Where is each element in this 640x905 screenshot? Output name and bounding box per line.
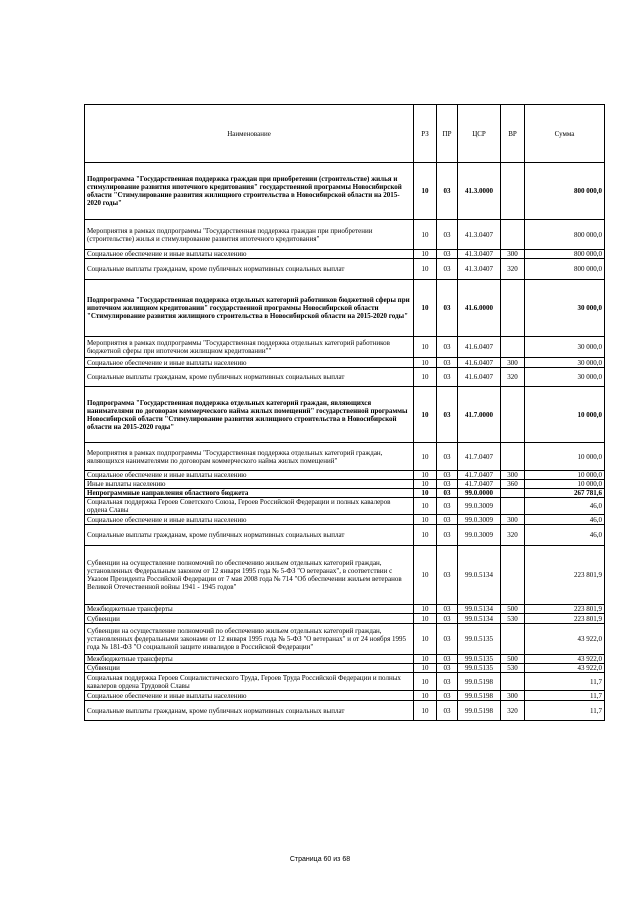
cell-sum: 11,7: [525, 673, 605, 691]
cell-csr: 99.0.5134: [458, 605, 501, 614]
table-row: [85, 546, 605, 605]
table-row: [85, 655, 605, 664]
cell-csr: 99.0.0000: [458, 489, 501, 498]
cell-csr: 99.0.5198: [458, 673, 501, 691]
cell-name: Мероприятия в рамках подпрограммы "Государственная поддержка отдельных категорий граждан, являющихся нанимателями по договорам коммерческого найма жилых помещений": [85, 443, 414, 471]
table-row: [85, 443, 605, 471]
cell-vr: [501, 220, 525, 250]
cell-rz: 10: [414, 387, 437, 443]
cell-vr: 500: [501, 605, 525, 614]
cell-pr: 03: [437, 691, 458, 701]
cell-pr: 03: [437, 443, 458, 471]
cell-name: Социальное обеспечение и иные выплаты населению: [85, 515, 414, 525]
cell-sum: 46,0: [525, 515, 605, 525]
table-row: [85, 163, 605, 220]
cell-rz: 10: [414, 701, 437, 721]
header-rz: РЗ: [414, 105, 437, 163]
table-row: [85, 605, 605, 614]
cell-csr: 41.3.0000: [458, 163, 501, 220]
cell-rz: 10: [414, 368, 437, 387]
cell-vr: [501, 443, 525, 471]
cell-rz: 10: [414, 480, 437, 489]
cell-sum: 10 000,0: [525, 471, 605, 480]
cell-csr: 99.0.5135: [458, 624, 501, 655]
cell-csr: 41.7.0407: [458, 443, 501, 471]
table-row: [85, 368, 605, 387]
cell-vr: 500: [501, 655, 525, 664]
page-number: Страница 60 из 68: [289, 856, 351, 863]
cell-vr: 360: [501, 480, 525, 489]
budget-table: [84, 104, 605, 721]
table-row: [85, 673, 605, 691]
cell-rz: 10: [414, 614, 437, 624]
cell-vr: 530: [501, 664, 525, 673]
cell-rz: 10: [414, 163, 437, 220]
cell-pr: 03: [437, 614, 458, 624]
table-row: [85, 498, 605, 515]
cell-csr: 41.6.0407: [458, 358, 501, 368]
cell-csr: 41.7.0407: [458, 471, 501, 480]
cell-rz: 10: [414, 443, 437, 471]
cell-vr: [501, 163, 525, 220]
table-row: [85, 480, 605, 489]
table-row: [85, 387, 605, 443]
cell-name: Социальные выплаты гражданам, кроме публичных нормативных социальных выплат: [85, 368, 414, 387]
cell-vr: 320: [501, 368, 525, 387]
header-csr: ЦСР: [458, 105, 501, 163]
cell-pr: 03: [437, 358, 458, 368]
cell-csr: 99.0.5198: [458, 691, 501, 701]
cell-sum: 223 801,9: [525, 605, 605, 614]
table-body: [85, 163, 605, 721]
cell-vr: [501, 546, 525, 605]
cell-pr: 03: [437, 480, 458, 489]
cell-rz: 10: [414, 655, 437, 664]
cell-sum: 11,7: [525, 701, 605, 721]
cell-name: Социальная поддержка Героев Социалистического Труда, Героев Труда Российской Федерации и полных кавалеров ордена Трудовой Славы: [85, 673, 414, 691]
cell-pr: 03: [437, 605, 458, 614]
cell-sum: 10 000,0: [525, 480, 605, 489]
cell-rz: 10: [414, 673, 437, 691]
cell-rz: 10: [414, 691, 437, 701]
cell-rz: 10: [414, 525, 437, 546]
cell-rz: 10: [414, 471, 437, 480]
table-row: [85, 624, 605, 655]
cell-rz: 10: [414, 220, 437, 250]
cell-csr: 41.6.0407: [458, 337, 501, 358]
header-pr: ПР: [437, 105, 458, 163]
cell-rz: 10: [414, 489, 437, 498]
cell-name: Социальное обеспечение и иные выплаты населению: [85, 358, 414, 368]
table-row: [85, 489, 605, 498]
cell-sum: 223 801,9: [525, 546, 605, 605]
cell-sum: 46,0: [525, 525, 605, 546]
cell-vr: 300: [501, 691, 525, 701]
table-row: [85, 250, 605, 259]
cell-csr: 99.0.5198: [458, 701, 501, 721]
cell-rz: 10: [414, 624, 437, 655]
cell-pr: 03: [437, 259, 458, 280]
cell-pr: 03: [437, 387, 458, 443]
cell-name: Социальная поддержка Героев Советского Союза, Героев Российской Федерации и полных кавалеров ордена Славы: [85, 498, 414, 515]
cell-vr: 320: [501, 701, 525, 721]
cell-sum: 267 781,6: [525, 489, 605, 498]
cell-pr: 03: [437, 701, 458, 721]
cell-csr: 41.3.0407: [458, 250, 501, 259]
cell-sum: 800 000,0: [525, 250, 605, 259]
cell-rz: 10: [414, 337, 437, 358]
cell-sum: 30 000,0: [525, 368, 605, 387]
table-row: [85, 525, 605, 546]
table-row: [85, 664, 605, 673]
cell-sum: 800 000,0: [525, 163, 605, 220]
table-row: [85, 691, 605, 701]
cell-pr: 03: [437, 546, 458, 605]
table-row: [85, 280, 605, 337]
cell-pr: 03: [437, 250, 458, 259]
cell-rz: 10: [414, 664, 437, 673]
cell-name: Межбюджетные трансферты: [85, 605, 414, 614]
cell-sum: 10 000,0: [525, 387, 605, 443]
header-vr: ВР: [501, 105, 525, 163]
cell-pr: 03: [437, 163, 458, 220]
cell-name: Субвенции на осуществление полномочий по обеспечению жильем отдельных категорий граждан, установленных федеральными законами от 12 января 1995 года № 5-ФЗ "О ветеранах" и от 24 ноября 1995 года № 181-ФЗ "О социальной защите инвалидов в Российской Федерации": [85, 624, 414, 655]
cell-vr: 300: [501, 471, 525, 480]
cell-sum: 43 922,0: [525, 624, 605, 655]
cell-pr: 03: [437, 489, 458, 498]
cell-name: Социальные выплаты гражданам, кроме публичных нормативных социальных выплат: [85, 701, 414, 721]
cell-pr: 03: [437, 337, 458, 358]
cell-vr: [501, 337, 525, 358]
cell-name: Социальные выплаты гражданам, кроме публичных нормативных социальных выплат: [85, 259, 414, 280]
cell-sum: 46,0: [525, 498, 605, 515]
cell-rz: 10: [414, 605, 437, 614]
cell-vr: 300: [501, 358, 525, 368]
cell-pr: 03: [437, 220, 458, 250]
cell-vr: [501, 280, 525, 337]
cell-csr: 99.0.3009: [458, 525, 501, 546]
cell-sum: 800 000,0: [525, 220, 605, 250]
cell-vr: [501, 489, 525, 498]
cell-csr: 41.3.0407: [458, 259, 501, 280]
cell-name: Мероприятия в рамках подпрограммы "Государственная поддержка граждан при приобретении (строительстве) жилья и стимулирование развития ипотечного кредитования": [85, 220, 414, 250]
cell-name: Субвенции: [85, 664, 414, 673]
cell-pr: 03: [437, 655, 458, 664]
cell-vr: [501, 498, 525, 515]
cell-pr: 03: [437, 624, 458, 655]
cell-rz: 10: [414, 358, 437, 368]
cell-sum: 30 000,0: [525, 280, 605, 337]
cell-name: Подпрограмма "Государственная поддержка отдельных категорий граждан, являющихся нанимателями по договорам коммерческого найма жилых помещений" государственной программы Новосибирской области "Стимулирование развития жилищного строительства в Новосибирской области на 2015-2020 годы": [85, 387, 414, 443]
cell-rz: 10: [414, 250, 437, 259]
cell-csr: 41.6.0407: [458, 368, 501, 387]
cell-pr: 03: [437, 515, 458, 525]
table-row: [85, 471, 605, 480]
cell-pr: 03: [437, 368, 458, 387]
table-row: [85, 259, 605, 280]
cell-csr: 41.7.0000: [458, 387, 501, 443]
cell-name: Подпрограмма "Государственная поддержка отдельных категорий работников бюджетной сферы при ипотечном жилищном кредитовании" государственной программы Новосибирской области "Стимулирование развития жилищного строительства в Новосибирской области на 2015-2020 годы": [85, 280, 414, 337]
table-header-row: [85, 105, 605, 163]
cell-vr: 320: [501, 259, 525, 280]
cell-sum: 223 801,9: [525, 614, 605, 624]
cell-sum: 43 922,0: [525, 664, 605, 673]
cell-csr: 99.0.3009: [458, 515, 501, 525]
table-row: [85, 701, 605, 721]
cell-sum: 11,7: [525, 691, 605, 701]
cell-name: Социальное обеспечение и иные выплаты населению: [85, 471, 414, 480]
cell-csr: 41.3.0407: [458, 220, 501, 250]
cell-name: Социальные выплаты гражданам, кроме публичных нормативных социальных выплат: [85, 525, 414, 546]
cell-vr: 530: [501, 614, 525, 624]
cell-name: Мероприятия в рамках подпрограммы "Государственная поддержка отдельных категорий работников бюджетной сферы при ипотечном жилищном кредитовании"": [85, 337, 414, 358]
cell-pr: 03: [437, 525, 458, 546]
cell-name: Непрограммные направления областного бюджета: [85, 489, 414, 498]
header-sum: Сумма: [525, 105, 605, 163]
cell-name: Иные выплаты населению: [85, 480, 414, 489]
cell-csr: 99.0.5134: [458, 546, 501, 605]
table-row: [85, 337, 605, 358]
cell-sum: 30 000,0: [525, 337, 605, 358]
cell-vr: [501, 673, 525, 691]
cell-vr: 300: [501, 515, 525, 525]
cell-csr: 41.7.0407: [458, 480, 501, 489]
cell-sum: 10 000,0: [525, 443, 605, 471]
cell-csr: 41.6.0000: [458, 280, 501, 337]
cell-rz: 10: [414, 280, 437, 337]
cell-pr: 03: [437, 498, 458, 515]
cell-vr: 300: [501, 250, 525, 259]
cell-vr: 320: [501, 525, 525, 546]
cell-pr: 03: [437, 280, 458, 337]
cell-csr: 99.0.5134: [458, 614, 501, 624]
cell-rz: 10: [414, 498, 437, 515]
cell-vr: [501, 387, 525, 443]
header-name: Наименование: [85, 105, 414, 163]
cell-name: Субвенции: [85, 614, 414, 624]
cell-csr: 99.0.5135: [458, 664, 501, 673]
cell-sum: 800 000,0: [525, 259, 605, 280]
table-row: [85, 358, 605, 368]
cell-name: Подпрограмма "Государственная поддержка граждан при приобретении (строительстве) жилья и стимулирование развития ипотечного кредитования" государственной программы Новосибирской области "Стимулирование развития жилищного строительства в Новосибирской области на 2015-2020 годы": [85, 163, 414, 220]
cell-rz: 10: [414, 259, 437, 280]
table-row: [85, 220, 605, 250]
cell-csr: 99.0.5135: [458, 655, 501, 664]
table-row: [85, 515, 605, 525]
cell-name: Социальное обеспечение и иные выплаты населению: [85, 691, 414, 701]
cell-rz: 10: [414, 515, 437, 525]
cell-pr: 03: [437, 664, 458, 673]
cell-pr: 03: [437, 471, 458, 480]
cell-rz: 10: [414, 546, 437, 605]
cell-name: Межбюджетные трансферты: [85, 655, 414, 664]
table-row: [85, 614, 605, 624]
cell-vr: [501, 624, 525, 655]
cell-pr: 03: [437, 673, 458, 691]
cell-sum: 30 000,0: [525, 358, 605, 368]
cell-name: Субвенции на осуществление полномочий по обеспечению жильем отдельных категорий граждан, установленных Федеральным законом от 12 января 1995 года № 5-ФЗ "О ветеранах", в соответствии с Указом Президента Российской Федерации от 7 мая 2008 года № 714 "Об обеспечении жильем ветеранов Великой Отечественной войны 1941 - 1945 годов": [85, 546, 414, 605]
cell-csr: 99.0.3009: [458, 498, 501, 515]
cell-name: Социальное обеспечение и иные выплаты населению: [85, 250, 414, 259]
cell-sum: 43 922,0: [525, 655, 605, 664]
